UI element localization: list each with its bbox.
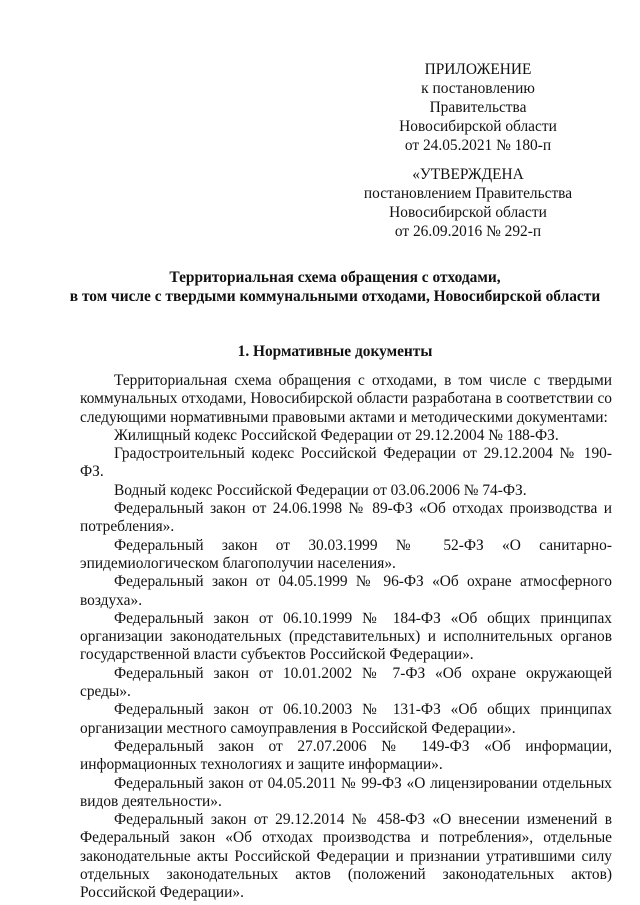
approved-line: Новосибирской области	[389, 204, 547, 221]
paragraph: Федеральный закон от 04.05.2011 № 99-ФЗ «О лицензировании отдельных видов деятельности».	[80, 774, 612, 810]
approved-block	[353, 165, 583, 241]
approval-block	[373, 60, 583, 155]
approval-heading: ПРИЛОЖЕНИЕ	[424, 61, 532, 78]
paragraph: Водный кодекс Российской Федерации от 03.06.2006 № 74-ФЗ.	[114, 481, 527, 499]
paragraph: Жилищный кодекс Российской Федерации от 29.12.2004 № 188-ФЗ.	[114, 426, 559, 444]
approved-heading: «УТВЕРЖДЕНА	[412, 166, 524, 183]
approved-line: постановлением Правительства	[363, 185, 573, 202]
paragraph: Федеральный закон от 27.07.2006 № 149-ФЗ «Об информации, информационных технологиях и защите информации».	[80, 737, 612, 774]
document-title-line: Территориальная схема обращения с отходами,	[169, 269, 501, 286]
paragraph: Федеральный закон от 06.10.2003 № 131-ФЗ «Об общих принципах организации местного самоуправления в Российской Федерации».	[80, 701, 612, 737]
body-text	[80, 372, 612, 903]
approval-line: к постановлению Правительства	[421, 80, 535, 116]
paragraph: Федеральный закон от 06.10.1999 № 184-ФЗ «Об общих принципах организации законодательных (представительных) и исполнительных органов государственной власти субъектов Российской Федерации».	[80, 609, 612, 664]
section-title: 1. Нормативные документы	[237, 343, 433, 360]
document-title-line: в том числе с твердыми коммунальными отходами, Новосибирской области	[69, 288, 601, 305]
paragraph: Градостроительный кодекс Российской Федерации от 29.12.2004 № 190-ФЗ.	[80, 445, 612, 481]
approved-date: от 26.09.2016 № 292-п	[394, 223, 542, 240]
paragraph: Федеральный закон от 29.12.2014 № 458-ФЗ «О внесении изменений в Федеральный закон «Об отходах производства и потребления», отдельные законодательные акты Российской Федерации и признании утратившими силу отдельных законодательных актов (положений законодательных актов) Российской Федерации».	[80, 811, 612, 902]
paragraph: Федеральный закон от 24.06.1998 № 89-ФЗ «Об отходах производства и потребления».	[80, 500, 612, 536]
paragraph: Федеральный закон от 30.03.1999 № 52-ФЗ «О санитарно-эпидемиологическом благополучии населения».	[80, 536, 612, 572]
paragraph: Федеральный закон от 04.05.1999 № 96-ФЗ «Об охране атмосферного воздуха».	[80, 573, 612, 609]
document-title	[60, 268, 610, 306]
paragraph: Федеральный закон от 10.01.2002 № 7-ФЗ «Об охране окружающей среды».	[80, 664, 612, 701]
approval-date: от 24.05.2021 № 180-п	[404, 137, 552, 154]
paragraph: Территориальная схема обращения с отходами, в том числе с твердыми коммунальных отходами, Новосибирской области разработана в соответствии со следующими нормативными правовыми актами и методическими документами:	[80, 372, 612, 426]
approval-line: Новосибирской области	[399, 118, 557, 135]
